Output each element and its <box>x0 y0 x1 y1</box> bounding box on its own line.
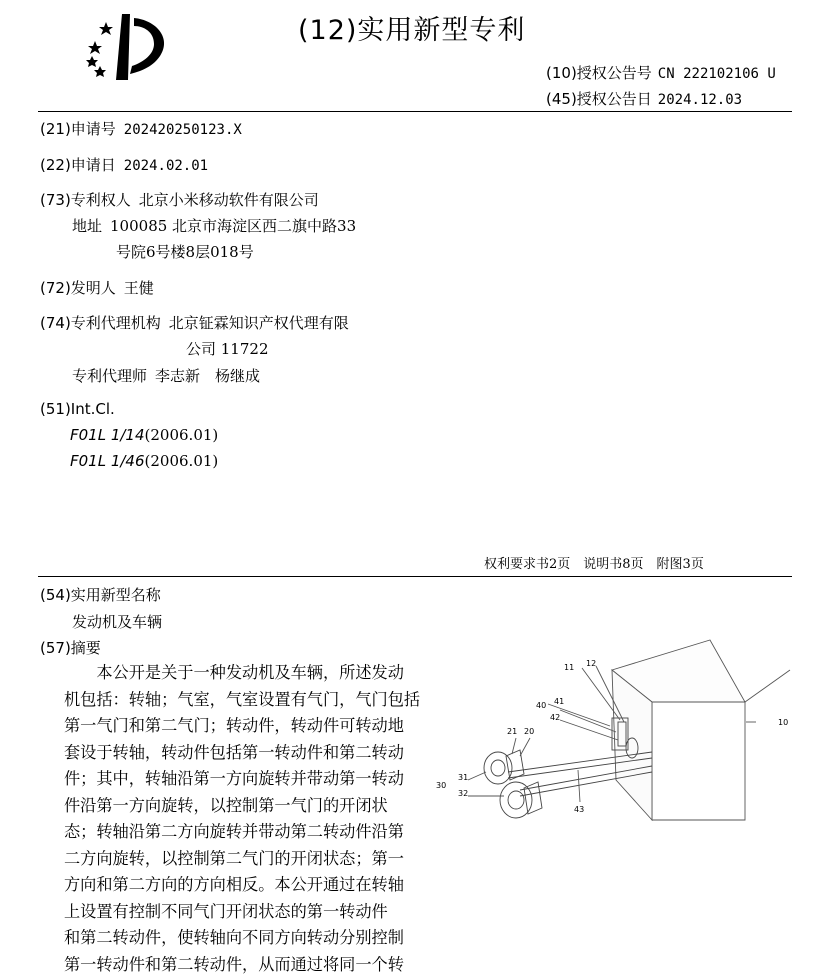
drawing-label-12: 12 <box>586 659 596 668</box>
ipc-version: (2006.01) <box>145 426 219 444</box>
application-number: 202420250123.X <box>124 122 242 138</box>
drawing-label-42: 42 <box>550 713 560 722</box>
publication-number: CN 222102106 U <box>658 66 776 82</box>
ipc-code: F01L 1/46 <box>70 452 145 470</box>
drawing-label-31: 31 <box>458 773 468 782</box>
abstract-line: 件沿第一方向旋转，以控制第一气门的开闭状 <box>64 793 400 820</box>
abstract-line: 上设置有控制不同气门开闭状态的第一转动件 <box>64 899 400 926</box>
abstract-line: 方向和第二方向的方向相反。本公开通过在转轴 <box>64 872 400 899</box>
abstract-line: 第一气门和第二气门；转动件，转动件可转动地 <box>64 713 400 740</box>
abstract-label: (57)摘要 <box>40 637 101 658</box>
drawing-label-10: 10 <box>778 718 788 727</box>
application-number-label: (21)申请号 <box>40 120 116 138</box>
address-row <box>72 215 356 236</box>
application-date-row <box>40 154 208 175</box>
agency-row <box>40 312 349 333</box>
publication-number-label: (10)授权公告号 <box>546 64 652 82</box>
housing-front-face <box>652 702 745 820</box>
ipc-version: (2006.01) <box>145 452 219 470</box>
header-divider <box>38 111 792 112</box>
drawing-label-32: 32 <box>458 789 468 798</box>
application-date: 2024.02.01 <box>124 158 208 174</box>
drawing-label-40: 40 <box>536 701 546 710</box>
agent-row <box>72 365 260 386</box>
utility-name-label: (54)实用新型名称 <box>40 584 161 605</box>
application-number-row <box>40 118 242 139</box>
agency-line-2: 公司 11722 <box>186 338 269 359</box>
agents: 李志新 杨继成 <box>155 367 260 385</box>
application-date-label: (22)申请日 <box>40 156 116 174</box>
section-divider <box>38 576 792 577</box>
inventor-row <box>40 277 154 298</box>
page-counts: 权利要求书2页 说明书8页 附图3页 <box>484 553 704 572</box>
address-line-2: 号院6号楼8层018号 <box>116 241 254 262</box>
ipc-code: F01L 1/14 <box>70 426 145 444</box>
ipc-label: (51)Int.Cl. <box>40 400 115 418</box>
ipc-entry-1 <box>70 426 218 444</box>
patentee-row <box>40 189 319 210</box>
patentee: 北京小米移动软件有限公司 <box>139 191 319 209</box>
cnipa-logo <box>78 10 178 84</box>
engine-drawing <box>420 630 800 830</box>
abstract-line: 二方向旋转，以控制第二气门的开闭状态；第一 <box>64 846 400 873</box>
abstract-line: 套设于转轴，转动件包括第一转动件和第二转动 <box>64 740 400 767</box>
publication-number-row <box>546 62 776 83</box>
publication-date: 2024.12.03 <box>658 92 742 108</box>
drawing-label-43: 43 <box>574 805 584 814</box>
abstract-text <box>64 660 400 978</box>
drawing-label-11: 11 <box>564 663 574 672</box>
abstract-line: 第一转动件和第二转动件，从而通过将同一个转 <box>64 952 400 978</box>
drawing-label-30: 30 <box>436 781 446 790</box>
inventor: 王健 <box>124 279 154 297</box>
drawing-label-41: 41 <box>554 697 564 706</box>
ipc-entry-2 <box>70 452 218 470</box>
abstract-line: 件；其中，转轴沿第一方向旋转并带动第一转动 <box>64 766 400 793</box>
drawing-label-20: 20 <box>524 727 534 736</box>
agency-line-1: 北京钲霖知识产权代理有限 <box>169 314 349 332</box>
address-line-1: 100085 北京市海淀区西二旗中路33 <box>110 217 356 235</box>
inventor-label: (72)发明人 <box>40 279 116 297</box>
publication-date-label: (45)授权公告日 <box>546 90 652 108</box>
utility-name: 发动机及车辆 <box>72 611 162 632</box>
agency-label: (74)专利代理机构 <box>40 314 161 332</box>
patentee-label: (73)专利权人 <box>40 191 131 209</box>
abstract-line: 本公开是关于一种发动机及车辆，所述发动 <box>64 660 400 687</box>
publication-date-row <box>546 88 742 109</box>
abstract-line: 态；转轴沿第二方向旋转并带动第二转动件沿第 <box>64 819 400 846</box>
agent-label: 专利代理师 <box>72 367 147 385</box>
drawing-label-21: 21 <box>507 727 517 736</box>
address-label: 地址 <box>72 217 102 235</box>
abstract-line: 和第二转动件，使转轴向不同方向转动分别控制 <box>64 925 400 952</box>
abstract-line: 机包括：转轴；气室，气室设置有气门，气门包括 <box>64 687 400 714</box>
document-type-title: (12)实用新型专利 <box>298 8 525 47</box>
